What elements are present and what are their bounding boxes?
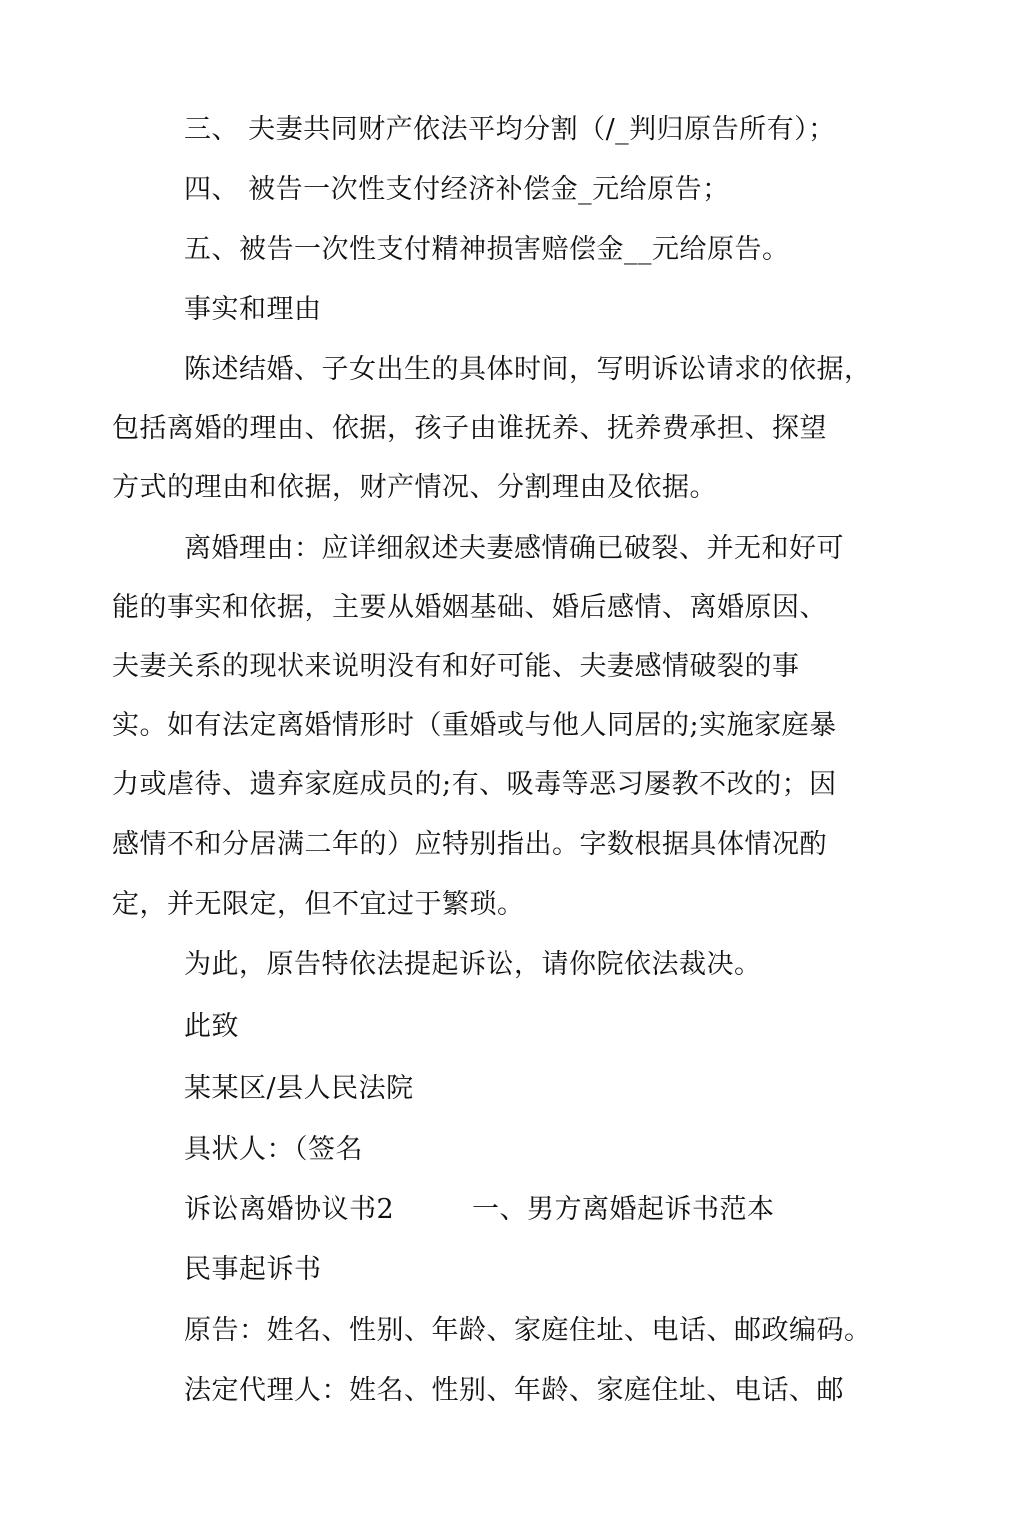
- paragraph-line: 方式的理由和依据，财产情况、分割理由及依据。: [112, 472, 717, 503]
- document-title: 诉讼离婚协议书2: [184, 1194, 395, 1225]
- plaintiff-line: 原告：姓名、性别、年龄、家庭住址、电话、邮政编码。: [184, 1315, 872, 1346]
- salutation: 此致: [184, 1011, 239, 1042]
- paragraph-line: 包括离婚的理由、依据，孩子由谁抚养、抚养费承担、探望: [112, 413, 827, 444]
- paragraph-line: 离婚理由：应详细叙述夫妻感情确已破裂、并无和好可: [184, 533, 844, 564]
- paragraph-line: 夫妻关系的现状来说明没有和好可能、夫妻感情破裂的事: [112, 651, 800, 682]
- paragraph-line: 陈述结婚、子女出生的具体时间，写明诉讼请求的依据，: [184, 354, 872, 385]
- paragraph-line: 能的事实和依据，主要从婚姻基础、婚后感情、离婚原因、: [112, 592, 827, 623]
- closing-statement: 为此，原告特依法提起诉讼，请你院依法裁决。: [184, 949, 762, 980]
- claim-item-3: 三、 夫妻共同财产依法平均分割（/_判归原告所有）；: [184, 114, 836, 145]
- paragraph-line: 力或虐待、遗弃家庭成员的;有、吸毒等恶习屡教不改的；因: [112, 769, 837, 800]
- paragraph-line: 感情不和分居满二年的）应特别指出。字数根据具体情况酌: [112, 829, 827, 860]
- form-heading: 民事起诉书: [184, 1254, 322, 1285]
- court-name: 某某区/县人民法院: [184, 1073, 414, 1104]
- legal-representative-line: 法定代理人：姓名、性别、年龄、家庭住址、电话、邮: [184, 1375, 844, 1406]
- claim-item-4: 四、 被告一次性支付经济补偿金_元给原告；: [184, 174, 730, 205]
- paragraph-line: 实。如有法定离婚情形时（重婚或与他人同居的;实施家庭暴: [112, 710, 837, 741]
- section-heading-facts: 事实和理由: [184, 294, 322, 325]
- paragraph-line: 定，并无限定，但不宜过于繁琐。: [112, 889, 525, 920]
- signature-line: 具状人：（签名: [184, 1134, 363, 1165]
- claim-item-5: 五、被告一次性支付精神损害赔偿金__元给原告。: [184, 234, 790, 265]
- section-title: 一、男方离婚起诉书范本: [472, 1194, 775, 1225]
